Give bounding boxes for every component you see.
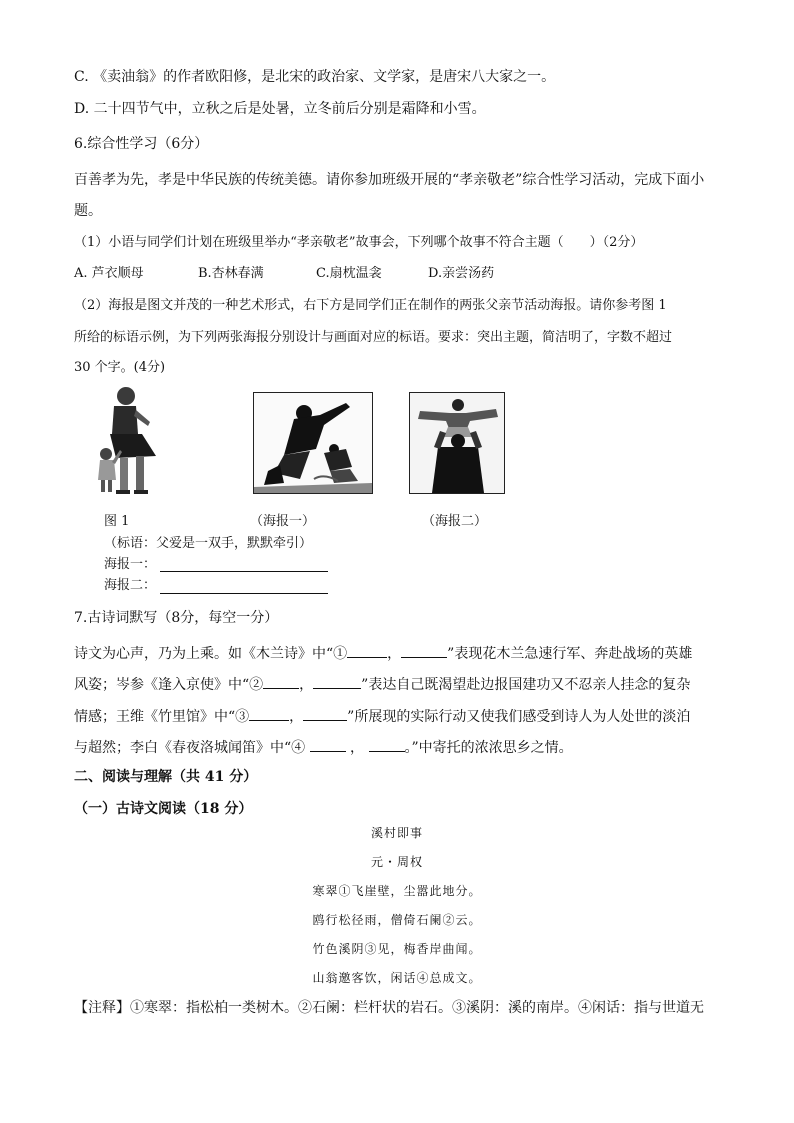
poster1-image [253,392,373,494]
q7-line4-c: 。”中寄托的浓浓思乡之情。 [404,740,573,756]
q7-line2-b: ， [299,677,314,693]
poster1-answer-label: 海报一： [104,557,157,572]
poster2-image [409,392,505,494]
q7-line3-c: ”所展现的实际行动又使我们感受到诗人为人处世的淡泊 [347,709,691,725]
q6-title: 6.综合性学习（6分） [74,136,209,152]
blank-1b [401,643,447,658]
q7-line3-a: 情感；王维《竹里馆》中“③ [74,709,250,725]
q6-intro-line2: 题。 [74,203,102,219]
option-c: C. 《卖油翁》的作者欧阳修，是北宋的政治家、文学家，是唐宋八大家之一。 [74,69,556,85]
q7-line3-b: ， [289,709,304,725]
q6-choice-b: B.杏林春满 [198,266,264,281]
blank-3b [303,706,347,721]
poster1-label: （海报一） [250,514,316,529]
q6-intro-line1: 百善孝为先，孝是中华民族的传统美德。请你参加班级开展的“孝亲敬老”综合性学习活动，完成下面小 [74,172,705,188]
q7-line2-a: 风姿；岑参《逢入京使》中“② [74,677,264,693]
poster1-answer-line [160,571,328,572]
q6-choice-a: A. 芦衣顺母 [74,266,144,281]
blank-4a [310,737,346,752]
blank-2b [313,674,361,689]
poem-note: 【注释】①寒翠：指松柏一类树木。②石阑：栏杆状的岩石。③溪阴：溪的南岸。④闲话：指与世道无 [74,1000,704,1016]
q7-line2-c: ”表达自己既渴望赴边报国建功又不忍亲人挂念的复杂 [361,677,691,693]
poem-line-2: 鸥行松径雨，僧倚石阑②云。 [312,913,482,927]
section2-title: 二、阅读与理解（共 41 分） [74,769,258,785]
q7-line1-c: ”表现花木兰急速行军、奔赴战场的英雄 [447,646,693,662]
q6-sub1: （1）小语与同学们计划在班级里举办“孝亲敬老”故事会，下列哪个故事不符合主题（ ）（2分） [74,235,644,250]
q7-line1-b: ， [387,646,402,662]
q6-sub2-line3: 30 个字。(4分) [74,360,166,375]
poster2-answer-label: 海报二： [104,578,157,593]
q7-line3 [74,706,690,727]
poem-line-4: 山翁邀客饮，闲话④总成文。 [312,971,482,985]
slogan-example: （标语：父爱是一双手，默默牵引） [104,536,313,551]
q7-line4-b: ， [345,740,369,756]
q7-line4-a: 与超然；李白《春夜洛城闻笛》中“④ [74,740,310,756]
poster2-label: （海报二） [422,514,488,529]
q7-line1 [74,643,692,664]
q7-title: 7.古诗词默写（8分，每空一分） [74,610,279,626]
q6-choice-c: C.扇枕温衾 [316,266,382,281]
blank-3a [249,706,289,721]
blank-2a [263,674,299,689]
q7-line4 [74,737,573,758]
q6-sub2-line1: （2）海报是图文并茂的一种艺术形式，右下方是同学们正在制作的两张父亲节活动海报。请你参考图 1 [74,298,667,313]
poem-line-3: 竹色溪阴③见，梅香岸曲闻。 [312,942,482,956]
figure1-label: 图 1 [104,514,130,529]
poster2-answer-line [160,593,328,594]
q6-choice-d: D.亲尝汤药 [428,266,495,281]
poem-line-1: 寒翠①飞崖壁，尘嚣此地分。 [312,884,482,898]
poem-title: 溪村即事 [370,826,423,840]
section2-subtitle: （一）古诗文阅读（18 分） [74,801,253,817]
poem-author: 元・周权 [370,855,423,869]
figure1-image [92,384,172,500]
q6-sub2-line2: 所给的标语示例，为下列两张海报分别设计与画面对应的标语。要求：突出主题，简洁明了，字数不超过 [74,330,673,345]
q7-line2 [74,674,690,695]
option-d: D. 二十四节气中，立秋之后是处暑，立冬前后分别是霜降和小雪。 [74,101,486,117]
blank-1a [347,643,387,658]
blank-4b [369,737,405,752]
q7-line1-a: 诗文为心声，乃为上乘。如《木兰诗》中“① [74,646,348,662]
